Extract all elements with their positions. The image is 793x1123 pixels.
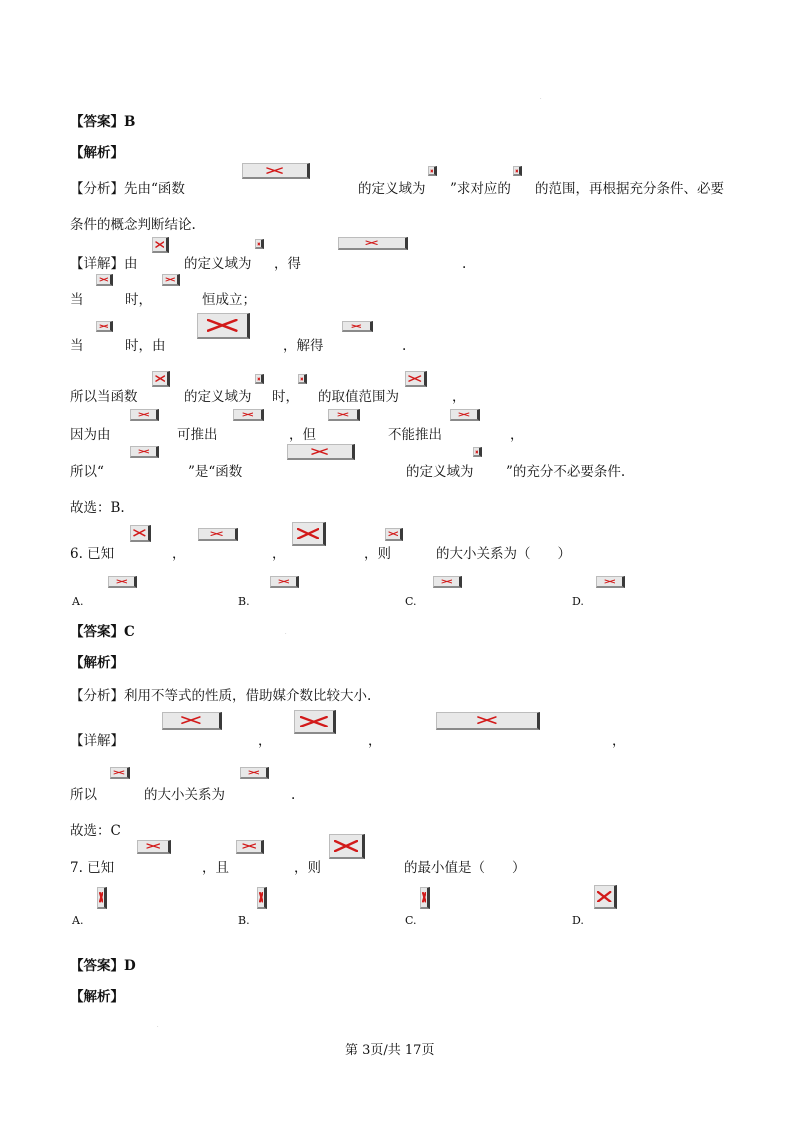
text-l10d: ”的充分不必要条件. [506, 464, 626, 480]
option-b-q6: B. [238, 595, 250, 608]
text-q7d: 的最小值是（ ） [404, 860, 526, 876]
broken-image-icon [292, 522, 326, 546]
text-l07c: ，解得 [283, 338, 324, 354]
text-l09a: 因为由 [70, 427, 111, 443]
text-q6e: 的大小关系为（ ） [436, 546, 571, 562]
text-l08c: 时， [272, 389, 299, 405]
broken-image-icon [405, 371, 427, 387]
text-l09b: 可推出 [177, 427, 218, 443]
broken-image-icon [162, 712, 222, 730]
text-l03d: 的范围，再根据充分条件、必要 [535, 181, 724, 197]
analysis-label-7: 【解析】 [70, 989, 124, 1005]
broken-image-icon [436, 712, 540, 730]
text-l07a: 当 [70, 338, 84, 354]
broken-image-icon [385, 528, 403, 541]
broken-image-icon [513, 166, 522, 176]
text-q7c: ，则 [294, 860, 321, 876]
text-l06b: 时， [125, 292, 152, 308]
answer-label-5: 【答案】B [70, 114, 136, 130]
text-l08a: 所以当函数 [70, 389, 138, 405]
broken-image-icon [162, 274, 180, 286]
analysis-label-6: 【解析】 [70, 655, 124, 671]
text-l06c: 恒成立； [202, 292, 256, 308]
option-c-q6: C. [405, 595, 417, 608]
text-l03c: ”求对应的 [450, 181, 511, 197]
broken-image-icon [450, 409, 480, 421]
text-l16b: ， [258, 733, 272, 749]
text-l08e: ， [452, 389, 466, 405]
broken-image-icon [152, 237, 169, 253]
broken-image-icon [342, 321, 373, 332]
broken-image-icon [96, 274, 113, 286]
text-l05c: ，得 [274, 256, 301, 272]
text-l09c: ，但 [289, 427, 316, 443]
text-l10b: ”是“函数 [188, 464, 243, 480]
text-l05d: . [462, 256, 467, 272]
broken-image-icon [428, 166, 437, 176]
broken-image-icon [596, 576, 625, 588]
broken-image-icon [130, 409, 159, 421]
broken-image-icon [152, 371, 170, 387]
option-a-q6: A. [72, 595, 84, 608]
broken-image-icon [130, 525, 151, 542]
text-l07d: . [402, 338, 407, 354]
text-l11: 故选：B. [70, 500, 125, 516]
text-l10a: 所以“ [70, 464, 104, 480]
broken-image-icon [233, 409, 264, 421]
option-c-q7: C. [405, 914, 417, 927]
text-l05a: 【详解】由 [70, 256, 138, 272]
stray-mark: · [157, 1024, 159, 1030]
broken-image-icon [329, 834, 365, 859]
text-q7b: ，且 [202, 860, 229, 876]
text-l16d: ， [612, 733, 626, 749]
text-l16a: 【详解】 [70, 733, 124, 749]
text-l08b: 的定义域为 [184, 389, 252, 405]
stray-mark: · [540, 96, 542, 102]
broken-image-icon [197, 313, 250, 339]
broken-image-icon [433, 576, 462, 588]
text-l17c: . [291, 787, 296, 803]
text-l09d: 不能推出 [388, 427, 442, 443]
broken-image-icon [298, 374, 307, 384]
broken-image-icon [110, 767, 130, 779]
broken-image-icon [255, 374, 264, 384]
broken-image-icon [130, 446, 159, 458]
broken-image-icon [473, 447, 482, 457]
option-d-q7: D. [572, 914, 584, 927]
text-l04: 条件的概念判断结论. [70, 217, 196, 233]
broken-image-icon [137, 840, 171, 854]
broken-image-icon [97, 887, 107, 909]
text-l15: 【分析】利用不等式的性质，借助媒介数比较大小. [70, 688, 372, 704]
text-l17a: 所以 [70, 787, 97, 803]
text-l18: 故选：C [70, 823, 121, 839]
text-l03a: 【分析】先由“函数 [70, 181, 185, 197]
text-l16c: ， [368, 733, 382, 749]
broken-image-icon [240, 767, 269, 779]
text-l03b: 的定义域为 [358, 181, 426, 197]
question-7-stem: 7. 已知 [70, 860, 115, 876]
broken-image-icon [328, 409, 360, 421]
text-l17b: 的大小关系为 [144, 787, 225, 803]
broken-image-icon [257, 887, 267, 909]
broken-image-icon [294, 710, 336, 734]
broken-image-icon [594, 885, 617, 909]
answer-label-6: 【答案】C [70, 624, 135, 640]
option-b-q7: B. [238, 914, 250, 927]
answer-label-7: 【答案】D [70, 958, 136, 974]
text-q6b: ， [172, 546, 186, 562]
option-d-q6: D. [572, 595, 584, 608]
broken-image-icon [242, 163, 310, 179]
text-l07b: 时，由 [125, 338, 166, 354]
text-l09e: ， [510, 427, 524, 443]
text-l10c: 的定义域为 [406, 464, 474, 480]
text-l05b: 的定义域为 [184, 256, 252, 272]
broken-image-icon [108, 576, 137, 588]
broken-image-icon [255, 239, 264, 249]
question-6-stem: 6. 已知 [70, 546, 115, 562]
broken-image-icon [96, 321, 113, 332]
text-q6c: ， [272, 546, 286, 562]
analysis-label-5: 【解析】 [70, 145, 124, 161]
broken-image-icon [287, 444, 355, 460]
option-a-q7: A. [72, 914, 84, 927]
stray-mark: · [285, 631, 287, 637]
broken-image-icon [420, 887, 430, 909]
broken-image-icon [236, 840, 264, 854]
broken-image-icon [338, 237, 408, 250]
text-l06a: 当 [70, 292, 84, 308]
broken-image-icon [198, 528, 238, 541]
text-q6d: ，则 [364, 546, 391, 562]
broken-image-icon [270, 576, 299, 588]
text-l08d: 的取值范围为 [318, 389, 399, 405]
page-footer: 第 3页/共 17页 [345, 1043, 435, 1058]
